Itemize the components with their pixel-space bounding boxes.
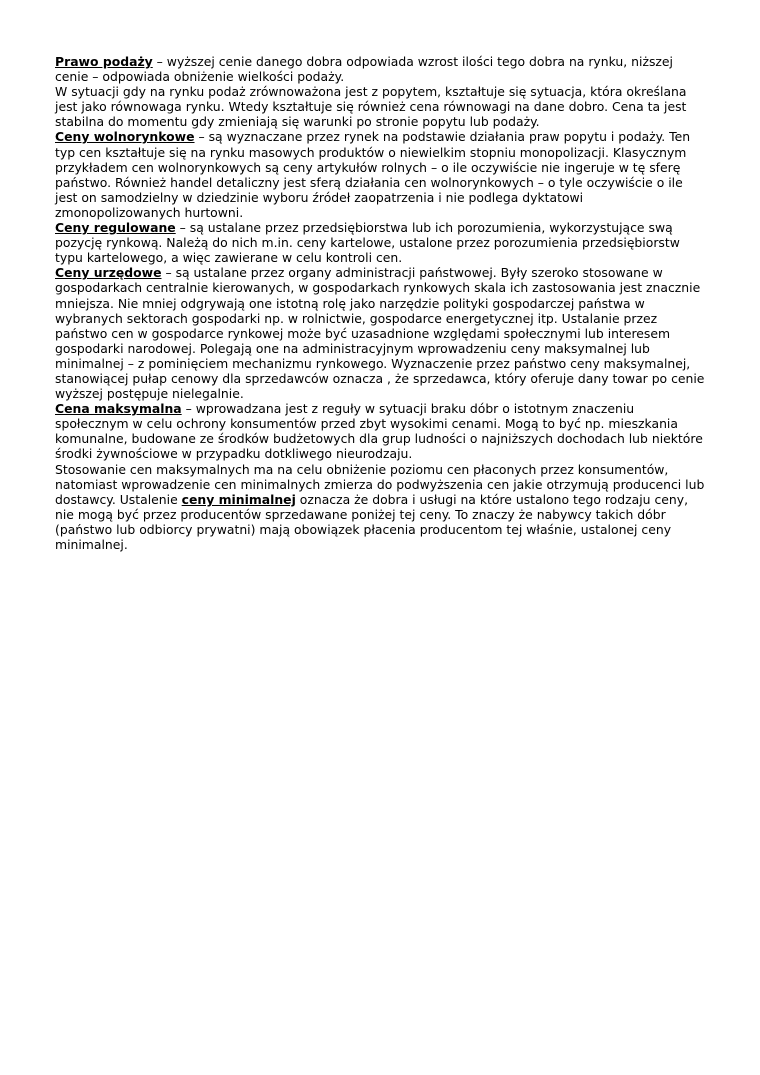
term-ceny-regulowane: Ceny regulowane bbox=[55, 220, 176, 236]
paragraph-text: Stosowanie cen maksymalnych ma na celu obniżenie poziomu cen płaconych przez konsumentów, natomiast wprowadzenie cen minimalnych zmierza do podwyższenia cen jakie otrzymują producenci lub dostawcy. Ustalenie bbox=[55, 461, 705, 507]
paragraph-text: – wyższej cenie danego dobra odpowiada wzrost ilości tego dobra na rynku, niższej cenie – odpowiada obniżenie wielkości podaży. bbox=[55, 54, 673, 85]
paragraph-text: – są ustalane przez przedsiębiorstwa lub ich porozumienia, wykorzystujące swą pozycję rynkową. Należą do nich m.in. ceny kartelowe, ustalone przez porozumienia przedsiębiorstw typu kartelowego, a więc zawierane w celu kontroli cen. bbox=[55, 220, 680, 266]
term-ceny-urzedowe: Ceny urzędowe bbox=[55, 265, 162, 281]
term-ceny-wolnorynkowe: Ceny wolnorynkowe bbox=[55, 129, 195, 145]
term-prawo-podazy: Prawo podaży bbox=[55, 54, 153, 69]
paragraph-ceny-urzedowe bbox=[55, 265, 705, 401]
paragraph-ceny-wolnorynkowe bbox=[55, 129, 705, 220]
paragraph-text: W sytuacji gdy na rynku podaż zrównoważona jest z popytem, kształtuje się sytuacja, która określana jest jako równowaga rynku. Wtedy kształtuje się również cena równowagi na dane dobro. Cena ta jest stabilna do momentu gdy zmieniają się warunki po stronie popytu lub podaży. bbox=[55, 84, 687, 130]
term-cena-maksymalna: Cena maksymalna bbox=[55, 401, 182, 417]
paragraph-ceny-minimalne bbox=[55, 462, 705, 553]
paragraph-text: – są wyznaczane przez rynek na podstawie działania praw popytu i podaży. Ten typ cen kształtuje się na rynku masowych produktów o niewielkim stopniu monopolizacji. Klasycznym przykładem cen wolnorynkowych są ceny artykułów rolnych – o ile oczywiście nie ingeruje w tę sferę państwo. Również handel detaliczny jest sferą działania cen wolnorynkowych – o tyle oczywiście o ile jest on samodzielny w dziedzinie wyboru źródeł zaopatrzenia i nie podlega dyktatowi zmonopolizowanych hurtowni. bbox=[55, 129, 691, 220]
term-ceny-minimalnej: ceny minimalnej bbox=[181, 491, 296, 507]
document-page bbox=[55, 54, 705, 552]
paragraph-text-after: oznacza że dobra i usługi na które ustalono tego rodzaju ceny, nie mogą być przez producentów sprzedawane poniżej tej ceny. To znaczy że nabywcy takich dóbr (państwo lub odbiorcy prywatni) mają obowiązek płacenia producentom tej właśnie, ustalonej ceny minimalnej. bbox=[55, 491, 689, 552]
paragraph-text: – wprowadzana jest z reguły w sytuacji braku dóbr o istotnym znaczeniu społecznym w celu ochrony konsumentów przed zbyt wysokimi cenami. Mogą to być np. mieszkania komunalne, budowane ze środków budżetowych dla grup ludności o najniższych dochodach lub niektóre środki żywnościowe w przypadku dotkliwego nieurodzaju. bbox=[55, 401, 703, 462]
paragraph-text: – są ustalane przez organy administracji państwowej. Były szeroko stosowane w gospodarkach centralnie kierowanych, w gospodarkach rynkowych skala ich zastosowania jest znacznie mniejsza. Nie mniej odgrywają one istotną rolę jako narzędzie polityki gospodarczej państwa w wybranych sektorach gospodarki np. w rolnictwie, gospodarce energetycznej itp. Ustalanie przez państwo cen w gospodarce rynkowej może być uzasadnione względami społecznymi lub interesem gospodarki narodowej. Polegają one na administracyjnym wprowadzeniu ceny maksymalnej lub minimalnej – z pominięciem mechanizmu rynkowego. Wyznaczenie przez państwo ceny maksymalnej, stanowiącej pułap cenowy dla sprzedawców oznacza , że sprzedawca, który oferuje dany towar po cenie wyższej postępuje nielegalnie. bbox=[55, 265, 705, 402]
paragraph-ceny-regulowane bbox=[55, 220, 705, 265]
paragraph-prawo-podazy bbox=[55, 54, 705, 84]
paragraph-rownowaga-rynku bbox=[55, 84, 705, 129]
paragraph-cena-maksymalna bbox=[55, 401, 705, 461]
